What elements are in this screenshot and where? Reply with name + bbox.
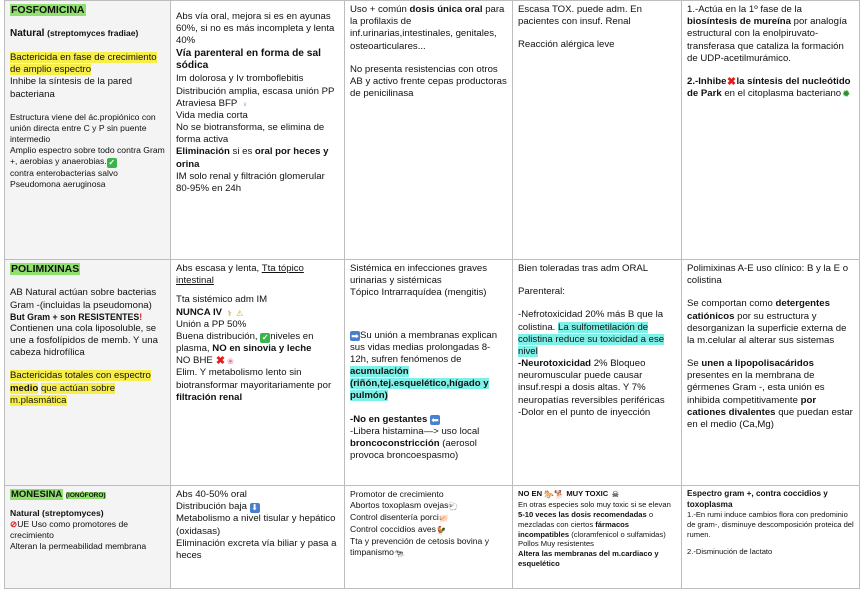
tox-dose: 5-10 veces las dosis recomendadas — [518, 509, 647, 519]
fosfomicina-pk-cell — [171, 1, 345, 260]
uso-resistance: No presenta resistencias con otros AB y activo frente cepas productoras de penicilinasa — [350, 63, 507, 100]
pk-elimination: Eliminación excreta vía biliar y pasa a heces — [176, 537, 337, 561]
tox-examples: (cloramfenicol o sulfamidas) — [571, 529, 666, 539]
pk-elim-label: Eliminación — [176, 146, 230, 158]
monesina-toxicity-cell — [513, 486, 682, 589]
table-row — [5, 486, 860, 589]
pk-absorption: Abs 40-50% oral — [176, 489, 247, 500]
mec-cations: por cationes divalentes — [687, 394, 817, 418]
pk-half-life: Vida media corta — [176, 109, 248, 121]
mec-detergent-detail: por su estructura y desorganizan la superficie externa de la m.celular al alterar sus sistemas — [687, 310, 847, 346]
pk-bfp: Atraviesa BFP — [176, 97, 238, 109]
uso-indications: para la profilaxis de inf.urinarias,intestinales, genitales, osteoarticulares... — [350, 4, 505, 52]
uso-swine: Control disentería porci — [350, 511, 439, 522]
cross-mark-icon: ✖ — [726, 75, 737, 88]
tox-other-species: En otras especies solo muy toxic si se elevan — [518, 500, 671, 509]
monesina-ionophore: (IONÓFORO) — [65, 492, 106, 499]
polimixinas-ab: AB Natural actúan sobre bacterias Gram -(incluidas la pseudomona) — [10, 287, 157, 311]
tox-mixed: o mezcladas con ciertos — [518, 509, 654, 529]
polimixinas-title: POLIMIXINAS — [11, 263, 80, 275]
mec-2-intro: 2.-Inhibe — [687, 75, 727, 87]
tox-allergy: Reacción alérgica leve — [518, 39, 615, 51]
uso-accumulation: acumulación (riñón,tej.esquelético,hígado y pulmón) — [350, 366, 489, 402]
tox-nephro: -Nefrotoxicidad 20% más B que la colistina. — [518, 309, 664, 333]
monesina-permeability: Alteran la permeabilidad membrana — [10, 540, 147, 551]
polimixinas-pk-cell — [171, 260, 345, 486]
uso-aerosol: (aerosol provoca broncoespasmo) — [350, 437, 477, 462]
polimixinas-uses-cell — [345, 260, 513, 486]
pk-topical: Tta tópico intestinal — [176, 263, 304, 287]
tox-incompatible: fármacos incompatibles — [518, 519, 630, 539]
tox-membranes: Altera las membranas del m.cardiaco y esquelético — [518, 549, 659, 569]
polimixinas-mechanism-cell — [682, 260, 860, 486]
inhibe-text: Inhibe la síntesis de la pared bacteriana — [10, 76, 133, 100]
pk-renal: filtración renal — [176, 391, 243, 403]
pk-im-renal: IM solo renal y filtración glomerular 80-95% en 24h — [176, 170, 325, 194]
mec-2-detail: en el citoplasma bacteriano — [724, 88, 842, 100]
tox-poultry: Pollos Muy resistentes — [518, 539, 594, 549]
monesina-pk-cell — [171, 486, 345, 589]
uso-dose: dosis única oral — [409, 4, 483, 15]
monesina-title: MONESINA — [11, 489, 63, 500]
fosfomicina-description-cell — [5, 1, 171, 260]
mec-lps-detail: presentes en la membrana de gérmenes Gram -, esta unión es inhibida competitivamente — [687, 370, 825, 406]
pk-metabolism: Metabolismo a nivel tisular y hepático (oxidasas) — [176, 513, 336, 537]
mec-lactate: 2.-Disminución de lactato — [687, 546, 773, 556]
check-icon: ✓ — [108, 158, 116, 168]
tox-pain: -Dolor en el punto de inyección — [518, 406, 651, 418]
uso-systemic: Sistémica en infecciones graves urinarias y sistémicas — [350, 263, 488, 287]
uso-no-pregnant: -No en gestantes — [350, 413, 428, 425]
uso-growth: Promotor de crecimiento — [350, 489, 444, 499]
uso-bovine: Tta y prevención de cetosis bovina y timpanismo — [350, 535, 490, 557]
mec-lps: unen a lipopolisacáridos — [701, 358, 814, 370]
cow-icon: 🐄 — [393, 548, 404, 558]
tox-oral: Bien toleradas tras adm ORAL — [518, 263, 649, 274]
table-row — [5, 1, 860, 260]
right-arrow-icon: ➡ — [351, 330, 359, 341]
pk-plasma: niveles en plasma, — [176, 330, 314, 355]
pk-distribution: Distribución amplia, escasa unión PP — [176, 85, 335, 97]
pk-no-synovia: NO en sinovia y leche — [212, 343, 312, 355]
tox-sulfomethyl: La sulfometilación de colistina reduce su toxicidad a ese nivel — [518, 321, 665, 357]
polimixinas-bact-b: medio — [10, 382, 39, 394]
brain-icon: ❀ — [227, 357, 234, 367]
polimixinas-bact-c: que actúan sobre m.plasmática — [10, 382, 116, 406]
uso-bronchoconstriction: broncoconstricción — [350, 437, 440, 449]
contra-text: contra enterobacterias salvo Pseudomona aeruginosa — [10, 168, 118, 190]
microbe-icon: ✹ — [841, 89, 851, 101]
pk-no-biotransform: No se biotransforma, se elimina de forma activa — [176, 122, 325, 146]
nurse-icon: ⚕ — [227, 308, 232, 318]
pk-protein-binding: Unión a PP 50% — [176, 318, 247, 330]
dog-icon: 🐕 — [554, 490, 565, 499]
polimixinas-resistant: But Gram + son RESISTENTES — [10, 311, 140, 322]
bactericida-text: Bactericida en fase de crecimiento de amplio espectro — [10, 52, 157, 76]
polimixinas-description-cell — [5, 260, 171, 486]
pk-distribution: Buena distribución, — [176, 330, 258, 342]
tox-not-in: NO EN — [518, 489, 543, 498]
chicken-icon: 🐓 — [436, 525, 446, 535]
pk-im: Im dolorosa y Iv tromboflebitis — [176, 73, 304, 85]
monesina-ue: UE Uso como promotores de crecimiento — [10, 519, 129, 540]
uso-abortion: Abortos toxoplasm ovejas — [350, 499, 449, 510]
pk-systemic: Tta sistémico adm IM — [176, 294, 268, 306]
check-icon: ✓ — [261, 332, 269, 342]
mec-clinical-use: Polimixinas A-E uso clínico: B y la E o colistina — [687, 263, 849, 287]
pk-no-bhe: NO BHE — [176, 355, 213, 367]
polimixinas-toxicity-cell — [513, 260, 682, 486]
uso-histamine: -Libera histamina—> uso local — [350, 425, 480, 437]
estructura-text: Estructura viene del ác.propiónico con unión directa entre C y P sin puente intermedio — [10, 111, 156, 145]
monesina-uses-cell — [345, 486, 513, 589]
down-arrow-icon: ⬇ — [251, 503, 258, 513]
warning-icon: ⚠ — [236, 308, 244, 318]
tox-neuro-detail: 2% Bloqueo neuromuscular puede causar insuf.respi a dosis altas. Y 7% neuropatías reversibles periféricas — [518, 358, 665, 406]
cross-mark-icon: ✖ — [215, 355, 226, 368]
uso-intro: Uso + común — [350, 4, 407, 15]
sheep-icon: 🐑 — [448, 501, 459, 511]
polimixinas-bact-a: Bactericidas totales con espectro — [10, 370, 151, 382]
natural-source: (streptomyces fradiae) — [47, 28, 139, 39]
pk-absorption: Abs vía oral, mejora si es en ayunas 60%, si no es más incompleta y lenta 40% — [176, 11, 335, 47]
skull-icon: ☠ — [611, 490, 619, 499]
mec-cations-detail: que puedan estar en el medio (Ca,Mg) — [687, 406, 853, 430]
fosfomicina-uses-cell — [345, 1, 513, 260]
pk-abs: Abs escasa y lenta, — [176, 263, 260, 274]
drug-comparison-table — [4, 0, 860, 589]
fosfomicina-mechanism-cell — [682, 1, 860, 260]
horse-icon: 🐎 — [544, 490, 555, 499]
mec-1-detail: por analogía estructural con la enolpiruvato-transferasa que cataliza la formación de UDP-acetilmurámico. — [687, 16, 847, 64]
table-row — [5, 260, 860, 486]
pk-never-iv: NUNCA IV — [176, 306, 223, 318]
tox-neuro-label: -Neurotoxicidad — [518, 358, 592, 370]
mec-rumen: 1.-En rumi induce cambios flora con predominio de gram-, disminuye descomposición proteica del rumen. — [687, 510, 854, 540]
mec-detergent-intro: Se comportan como — [687, 298, 773, 310]
pk-elim-mid: si es — [232, 146, 253, 158]
pk-elim-route: oral por heces y orina — [176, 146, 329, 170]
pk-elimination: Elim. Y metabolismo lento sin biotransformar mayoritariamente por — [176, 367, 332, 391]
monesina-mechanism-cell — [682, 486, 860, 589]
fosfomicina-toxicity-cell — [513, 1, 682, 260]
mec-1-intro: 1.-Actúa en la 1º fase de la — [687, 4, 802, 15]
mec-1-target: biosíntesis de mureína — [687, 16, 791, 28]
tox-low: Escasa TOX. puede adm. En pacientes con insuf. Renal — [518, 4, 642, 28]
mec-2-target: la síntesis del nucleótido de Park — [687, 75, 851, 100]
uso-membranes: Su unión a membranas explican sus vidas medias prolongadas 8-12h, sufren fenómenos de — [350, 329, 498, 365]
pig-icon: 🐖 — [438, 513, 449, 523]
natural-label: Natural — [10, 28, 45, 40]
pk-distribution: Distribución baja — [176, 501, 247, 513]
mec-detergent: detergentes catiónicos — [687, 298, 830, 322]
mec-lps-intro: Se — [687, 358, 699, 370]
mec-spectrum: Espectro gram +, contra coccidios y toxoplasma — [687, 489, 828, 509]
pregnant-icon: ♀ — [241, 99, 248, 109]
uso-poultry: Control coccidios aves — [350, 523, 436, 534]
exclamation-icon: ! — [139, 311, 143, 322]
polimixinas-structure: Contienen una cola liposoluble, se une a fosfolípidos de memb. Y una cabeza hidrofílica — [10, 322, 158, 359]
left-arrow-icon: ⬅ — [431, 414, 439, 425]
prohibited-icon: ⊘ — [10, 519, 18, 530]
monesina-description-cell — [5, 486, 171, 589]
uso-topical: Tópico Intrarraquídea (mengitis) — [350, 287, 487, 299]
fosfomicina-title: FOSFOMICINA — [11, 4, 85, 16]
amplio-text: Amplio espectro sobre todo contra Gram +, aerobias y anaerobias. — [10, 145, 165, 167]
pk-parenteral: Vía parenteral en forma de sal sódica — [176, 47, 321, 72]
tox-very-toxic: MUY TOXIC — [566, 489, 609, 498]
monesina-natural: Natural (streptomyces) — [10, 508, 104, 519]
tox-parenteral: Parenteral: — [518, 286, 565, 298]
